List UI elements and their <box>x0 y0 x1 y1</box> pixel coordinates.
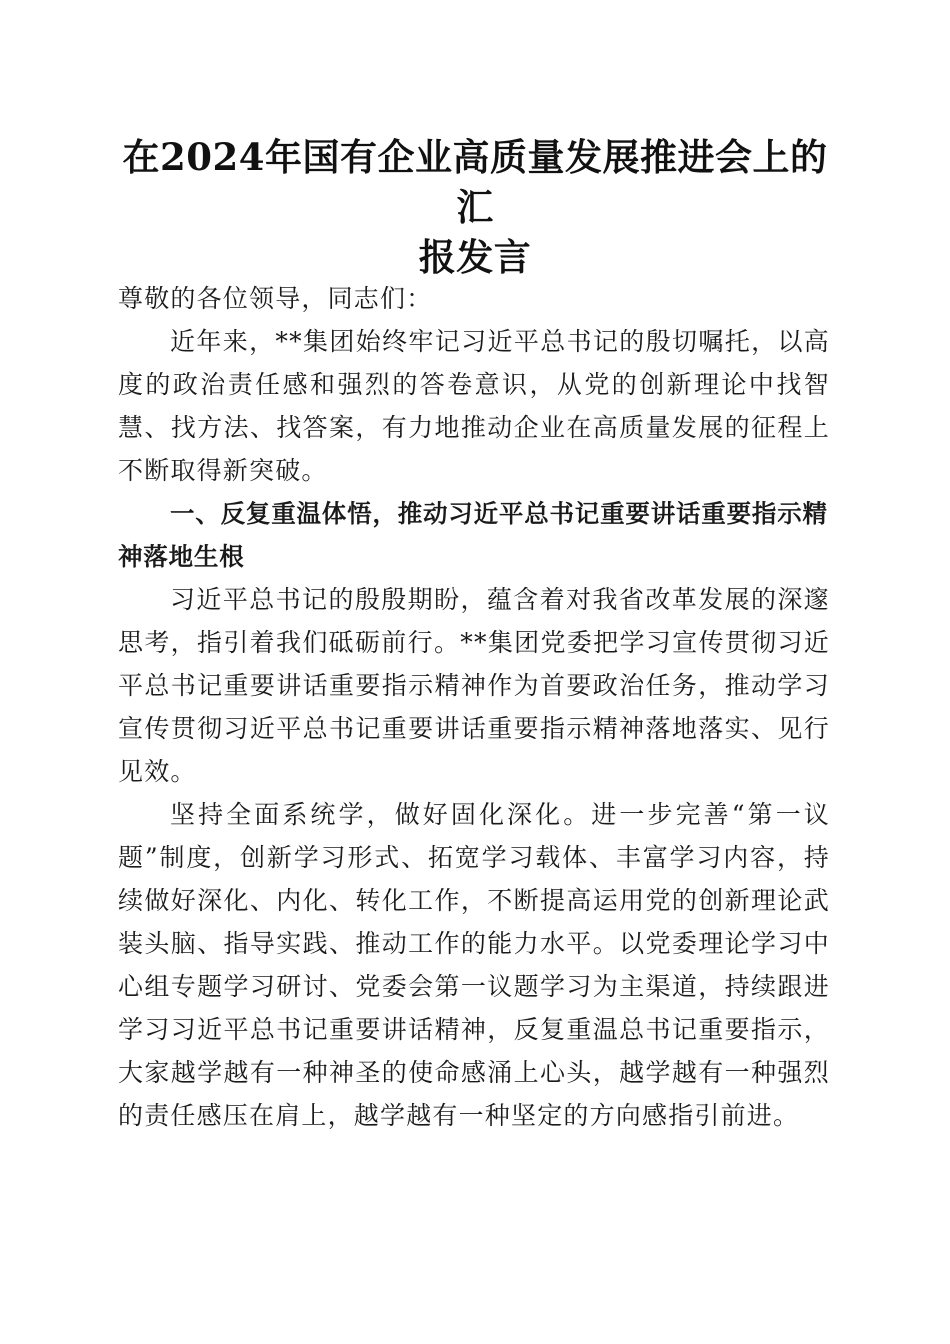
section-1-paragraph-1: 习近平总书记的殷殷期盼，蕴含着对我省改革发展的深邃思考，指引着我们砥砺前行。**集团党委把学习宣传贯彻习近平总书记重要讲话重要指示精神作为首要政治任务，推动学习宣传贯彻习近平总书记重要讲话重要指示精神落地落实、见行见效。 <box>118 585 830 786</box>
document-body <box>118 277 830 1137</box>
title-line-2: 报发言 <box>418 235 532 279</box>
document-title <box>110 132 840 282</box>
intro-paragraph: 近年来，**集团始终牢记习近平总书记的殷切嘱托，以高度的政治责任感和强烈的答卷意识，从党的创新理论中找智慧、找方法、找答案，有力地推动企业在高质量发展的征程上不断取得新突破。 <box>118 327 830 485</box>
title-line-1: 在2024年国有企业高质量发展推进会上的汇 <box>122 135 828 229</box>
section-1-paragraph-2: 坚持全面系统学，做好固化深化。进一步完善“第一议题”制度，创新学习形式、拓宽学习载体、丰富学习内容，持续做好深化、内化、转化工作，不断提高运用党的创新理论武装头脑、指导实践、推动工作的能力水平。以党委理论学习中心组专题学习研讨、党委会第一议题学习为主渠道，持续跟进学习习近平总书记重要讲话精神，反复重温总书记重要指示，大家越学越有一种神圣的使命感涌上心头，越学越有一种强烈的责任感压在肩上，越学越有一种坚定的方向感指引前进。 <box>118 800 830 1130</box>
section-1-heading: 一、反复重温体悟，推动习近平总书记重要讲话重要指示精神落地生根 <box>118 499 828 571</box>
salutation: 尊敬的各位领导，同志们： <box>118 284 433 313</box>
